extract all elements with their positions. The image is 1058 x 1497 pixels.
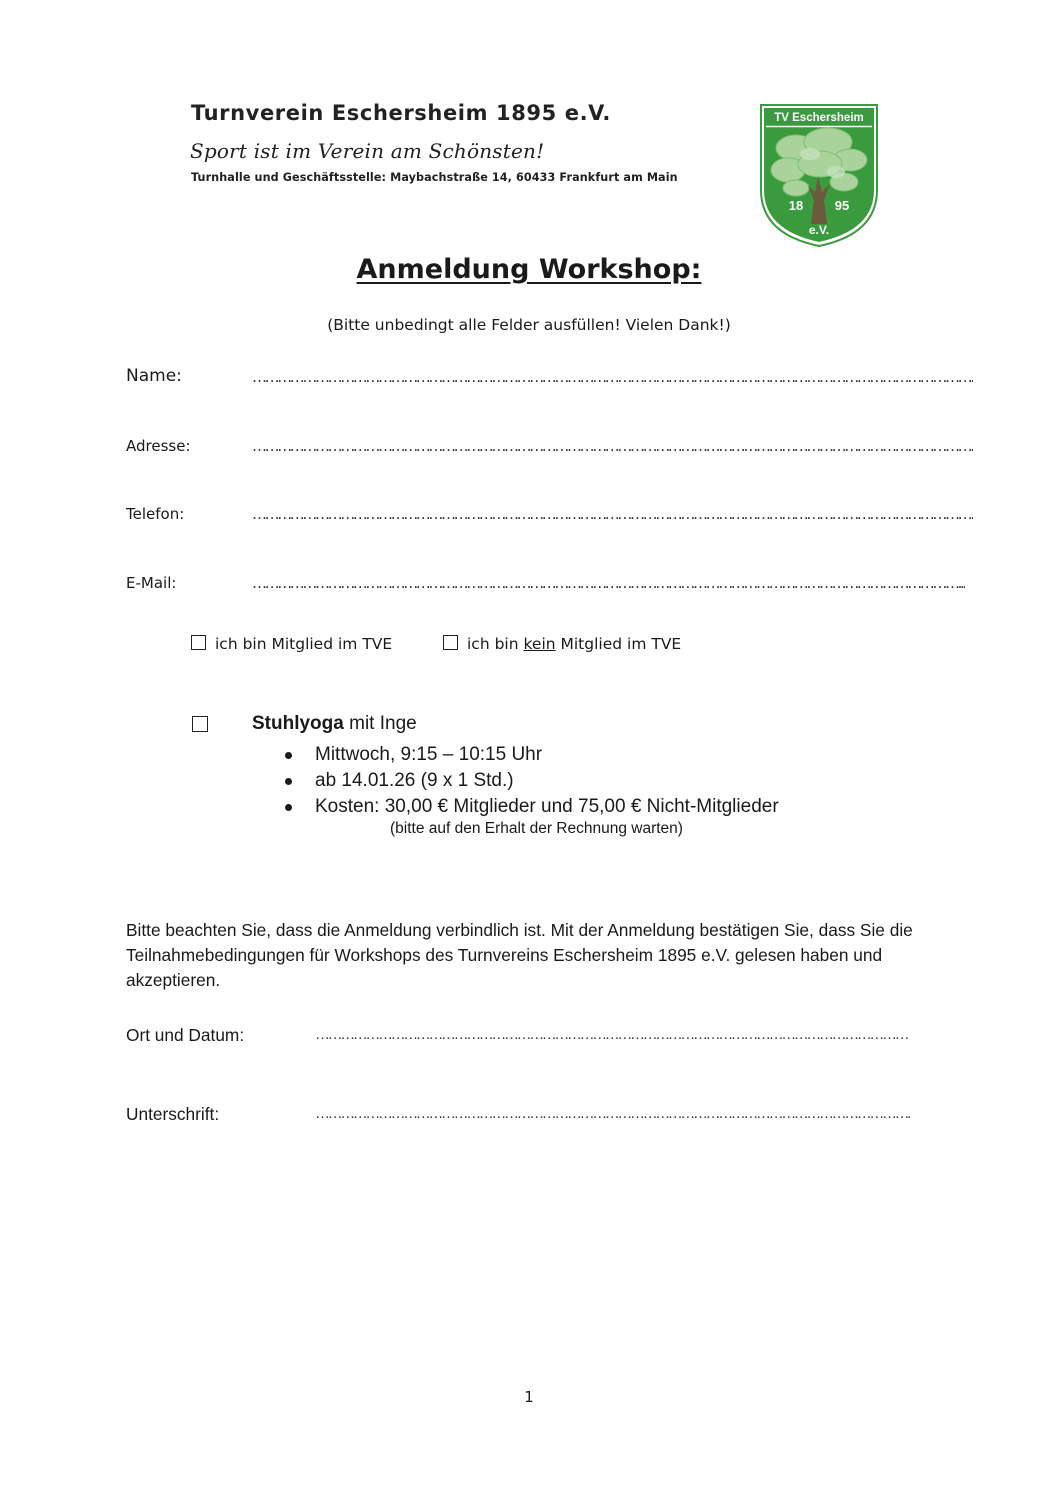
logo-suffix: e.V. xyxy=(808,223,830,237)
course-dates: ab 14.01.26 (9 x 1 Std.) xyxy=(285,768,779,794)
email-field[interactable]: ……………………………………………………………………………………………………………………………………………………... xyxy=(252,574,965,592)
address-label: Adresse: xyxy=(126,437,191,455)
page-number: 1 xyxy=(524,1388,534,1406)
page-subtitle: (Bitte unbedingt alle Felder ausfüllen! Vielen Dank!) xyxy=(327,316,731,334)
name-label: Name: xyxy=(126,366,182,386)
member-option-label: ich bin Mitglied im TVE xyxy=(215,635,393,653)
logo-banner-text: TV Eschersheim xyxy=(774,112,864,124)
course-details xyxy=(285,742,779,820)
course-schedule: Mittwoch, 9:15 – 10:15 Uhr xyxy=(285,742,779,768)
nonmember-option[interactable] xyxy=(443,635,681,653)
org-address: Turnhalle und Geschäftsstelle: Maybachstraße 14, 60433 Frankfurt am Main xyxy=(191,171,678,184)
signature-field[interactable]: ……………………………………………………………………………………………………………………………. xyxy=(315,1105,909,1122)
name-field[interactable]: ………………………………………………………………………………………………………………………………………………………. xyxy=(252,368,973,386)
address-field[interactable]: ………………………………………………………………………………………………………………………………………………………. xyxy=(252,437,973,455)
nonmember-label-prefix: ich bin xyxy=(467,635,524,653)
course-title xyxy=(252,713,417,735)
course-checkbox[interactable] xyxy=(192,716,208,732)
logo-year-left: 18 xyxy=(788,198,804,213)
nonmember-label-suffix: Mitglied im TVE xyxy=(555,635,682,653)
course-cost: Kosten: 30,00 € Mitglieder und 75,00 € Nicht-Mitglieder xyxy=(285,794,779,820)
nonmember-label-kein: kein xyxy=(523,635,556,653)
email-label: E-Mail: xyxy=(126,574,177,592)
org-name: Turnverein Eschersheim 1895 e.V. xyxy=(191,101,611,125)
phone-field[interactable]: ………………………………………………………………………………………………………………………………………………………. xyxy=(252,505,973,523)
place-date-field[interactable]: …………………………………………………………………………………………………………………………… xyxy=(315,1026,908,1043)
member-checkbox[interactable] xyxy=(191,635,206,650)
course-note: (bitte auf den Erhalt der Rechnung warten) xyxy=(390,820,683,837)
course-name: Stuhlyoga xyxy=(252,713,344,734)
phone-label: Telefon: xyxy=(126,505,185,523)
place-date-label: Ort und Datum: xyxy=(126,1025,245,1045)
club-logo xyxy=(758,102,880,248)
nonmember-checkbox[interactable] xyxy=(443,635,458,650)
logo-year-right: 95 xyxy=(834,198,850,213)
page-title: Anmeldung Workshop: xyxy=(356,254,702,285)
binding-disclaimer: Bitte beachten Sie, dass die Anmeldung verbindlich ist. Mit der Anmeldung bestätigen Sie, dass Sie die Teilnahmebedingungen für Workshops des Turnvereins Eschersheim 1895 e.V. gelesen haben und akzeptieren. xyxy=(126,920,913,990)
member-option[interactable] xyxy=(191,635,392,653)
org-slogan: Sport ist im Verein am Schönsten! xyxy=(190,139,545,163)
signature-label: Unterschrift: xyxy=(126,1104,220,1124)
course-instructor: mit Inge xyxy=(343,713,417,734)
